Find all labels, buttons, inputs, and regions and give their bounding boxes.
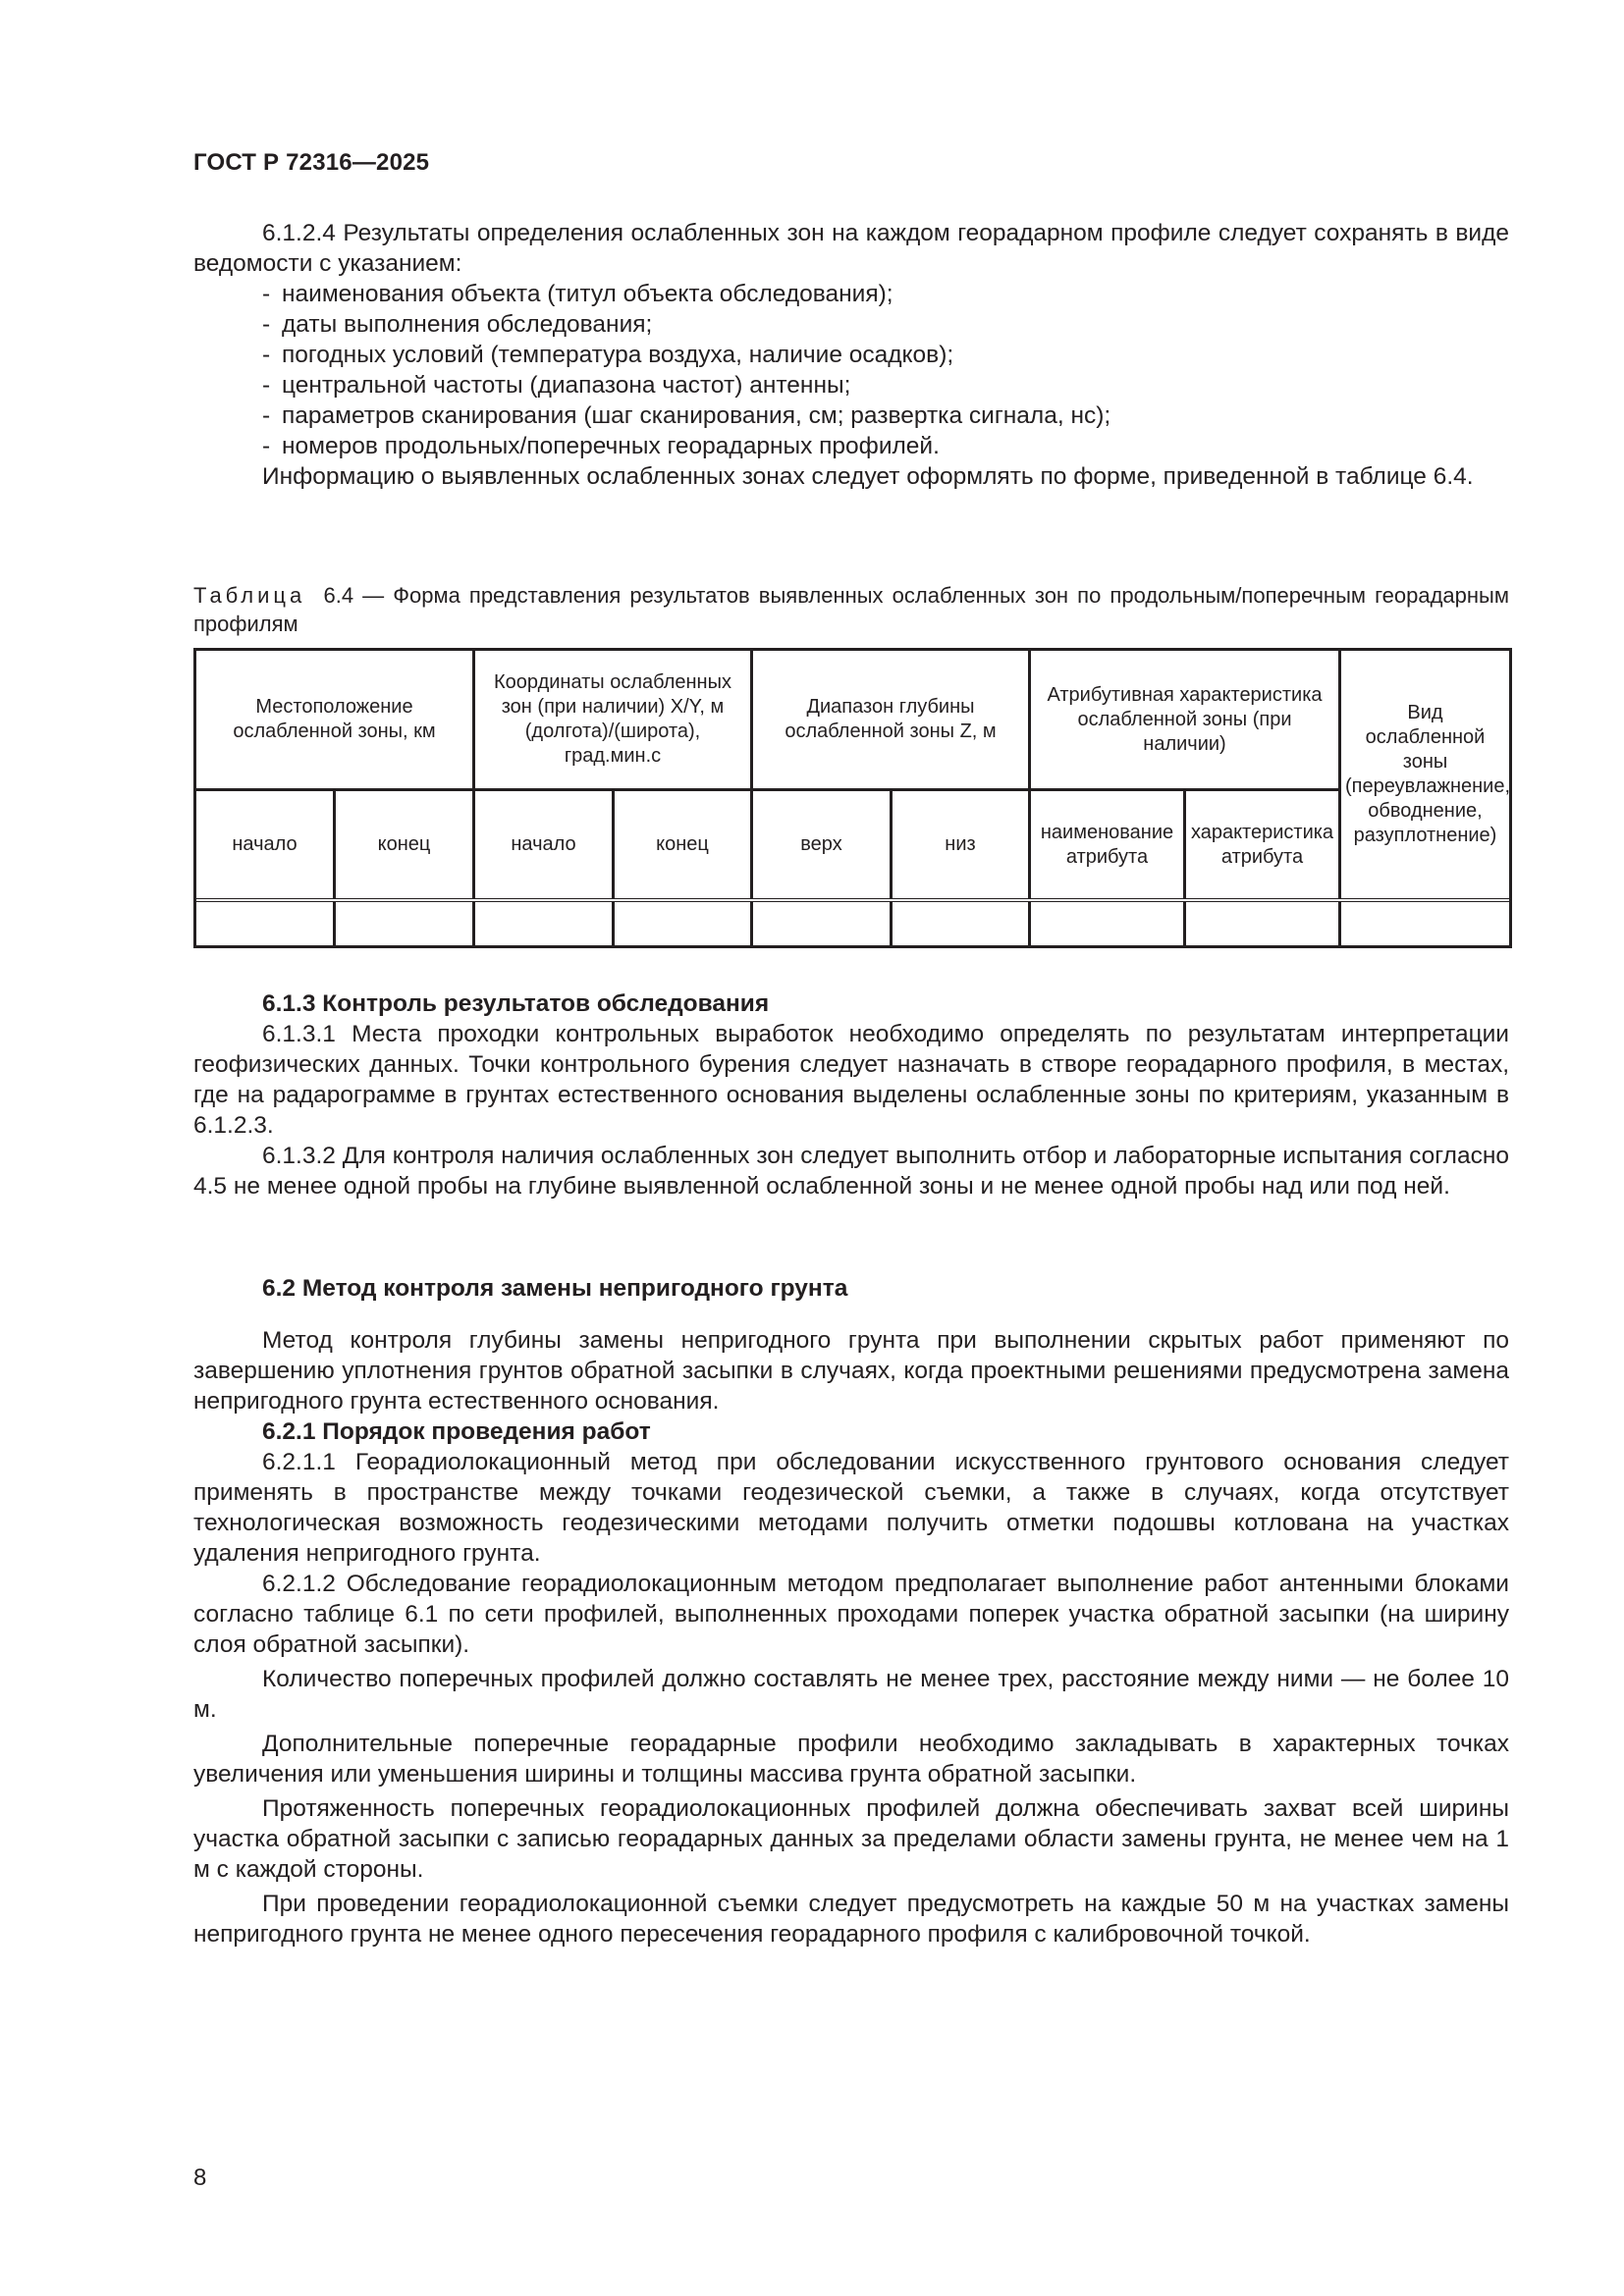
paragraph-6-1-2-4-outro: Информацию о выявленных ослабленных зонах следует оформлять по форме, приведенной в таблице 6.4.: [262, 463, 1474, 490]
section-6-2: [193, 1273, 1509, 1304]
subheader-coord-start: начало: [474, 790, 614, 899]
subheader-depth-top: верх: [752, 790, 892, 899]
list-marker: -: [262, 433, 271, 459]
list-item: - параметров сканирования (шаг сканирования, см; развертка сигнала, нс);: [262, 402, 1111, 429]
heading-6-2: 6.2 Метод контроля замены непригодного грунта: [262, 1275, 848, 1302]
list-item: - погодных условий (температура воздуха, наличие осадков);: [262, 342, 954, 368]
list-marker: -: [262, 281, 271, 307]
list-marker: -: [262, 342, 271, 368]
header-depth-range: Диапазон глубины ослабленной зоны Z, м: [752, 650, 1030, 790]
subheader-location-start: начало: [195, 790, 335, 899]
heading-6-2-1: 6.2.1 Порядок проведения работ: [262, 1418, 651, 1445]
subheader-location-end: конец: [335, 790, 474, 899]
table-cell: [474, 902, 614, 947]
table-caption-label: Таблица: [193, 583, 306, 608]
paragraph-6-1-3-2: 6.1.3.2 Для контроля наличия ослабленных зон следует выполнить отбор и лабораторные испытания согласно 4.5 не менее одной пробы на глубине выявленной ослабленной зоны и не менее одной пробы над или под ней.: [193, 1143, 1509, 1200]
paragraph-calibration: При проведении георадиолокационной съемки следует предусмотреть на каждые 50 м на участках замены непригодного грунта не менее одного пересечения георадарного профиля с калибровочной точкой.: [193, 1891, 1509, 1948]
section-6-1-2-4: [193, 218, 1509, 492]
paragraph-profile-count: Количество поперечных профилей должно составлять не менее трех, расстояние между ними — не более 10 м.: [193, 1666, 1509, 1723]
paragraph-additional-profiles: Дополнительные поперечные георадарные профили необходимо закладывать в характерных точках увеличения или уменьшения ширины и толщины массива грунта обратной засыпки.: [193, 1731, 1509, 1788]
subheader-attribute-value: характеристика атрибута: [1185, 790, 1340, 899]
subheader-depth-bottom: низ: [892, 790, 1030, 899]
paragraph-6-2-1-2: 6.2.1.2 Обследование георадиолокационным методом предполагает выполнение работ антенными блоками согласно таблице 6.1 по сети профилей, выполненных проходами поперек участка обратной засыпки (на ширину слоя обратной засыпки).: [193, 1571, 1509, 1658]
table-group-header-row: [195, 650, 1511, 790]
list-marker: -: [262, 402, 271, 429]
list-item: - наименования объекта (титул объекта обследования);: [262, 281, 893, 307]
header-coordinates: Координаты ослабленных зон (при наличии) X/Y, м (долгота)/(широта), град.мин.с: [474, 650, 752, 790]
table-cell: [335, 902, 474, 947]
list-item: - центральной частоты (диапазона частот) антенны;: [262, 372, 851, 399]
header-location: Местоположение ослабленной зоны, км: [195, 650, 474, 790]
list-item: - даты выполнения обследования;: [262, 311, 653, 338]
table-cell: [1185, 902, 1340, 947]
paragraph-6-2-1-1: 6.2.1.1 Георадиолокационный метод при обследовании искусственного грунтового основания следует применять в пространстве между точками геодезической съемки, а также в случаях, когда отсутствует технологическая возможность геодезическими методами получить отметки подошвы котлована на участках удаления непригодного грунта.: [193, 1449, 1509, 1567]
table-cell: [892, 902, 1030, 947]
table-row: [195, 902, 1511, 947]
paragraph-6-2-intro: Метод контроля глубины замены непригодного грунта при выполнении скрытых работ применяют по завершению уплотнения грунтов обратной засыпки в случаях, когда проектными решениями предусмотрена замена непригодного грунта естественного основания.: [193, 1327, 1509, 1415]
paragraph-6-1-2-4-intro: 6.1.2.4 Результаты определения ослабленных зон на каждом георадарном профиле следует сохранять в виде ведомости с указанием:: [193, 220, 1509, 277]
table-cell: [195, 902, 335, 947]
list-marker: -: [262, 372, 271, 399]
table-caption: [193, 581, 1509, 638]
section-6-2-body: [193, 1325, 1509, 1949]
table-cell: [752, 902, 892, 947]
subheader-coord-end: конец: [614, 790, 752, 899]
table-sub-header-row: [195, 790, 1511, 899]
table-caption-text: 6.4 — Форма представления результатов выявленных ослабленных зон по продольным/поперечным георадарным профилям: [193, 583, 1509, 636]
section-6-1-3: [193, 988, 1509, 1201]
subheader-attribute-name: наименование атрибута: [1030, 790, 1185, 899]
table-cell: [1340, 902, 1511, 947]
document-code: ГОСТ Р 72316—2025: [193, 149, 430, 176]
header-zone-type: Вид ослабленной зоны (переувлажнение, обводнение, разуплотнение): [1340, 650, 1511, 899]
table-cell: [1030, 902, 1185, 947]
list-item: - номеров продольных/поперечных георадарных профилей.: [262, 433, 940, 459]
paragraph-profile-length: Протяженность поперечных георадиолокационных профилей должна обеспечивать захват всей ширины участка обратной засыпки с записью георадарных данных за пределами области замены грунта, не менее чем на 1 м с каждой стороны.: [193, 1795, 1509, 1883]
paragraph-6-1-3-1: 6.1.3.1 Места проходки контрольных выработок необходимо определять по результатам интерпретации геофизических данных. Точки контрольного бурения следует назначать в створе георадарного профиля, в местах, где на радарограмме в грунтах естественного основания выделены ослабленные зоны по критериям, указанным в 6.1.2.3.: [193, 1021, 1509, 1139]
header-attribute: Атрибутивная характеристика ослабленной зоны (при наличии): [1030, 650, 1340, 790]
table-6-4: [193, 648, 1512, 948]
heading-6-1-3: 6.1.3 Контроль результатов обследования: [262, 990, 770, 1017]
page-number: 8: [193, 2164, 207, 2191]
table-cell: [614, 902, 752, 947]
list-marker: -: [262, 311, 271, 338]
